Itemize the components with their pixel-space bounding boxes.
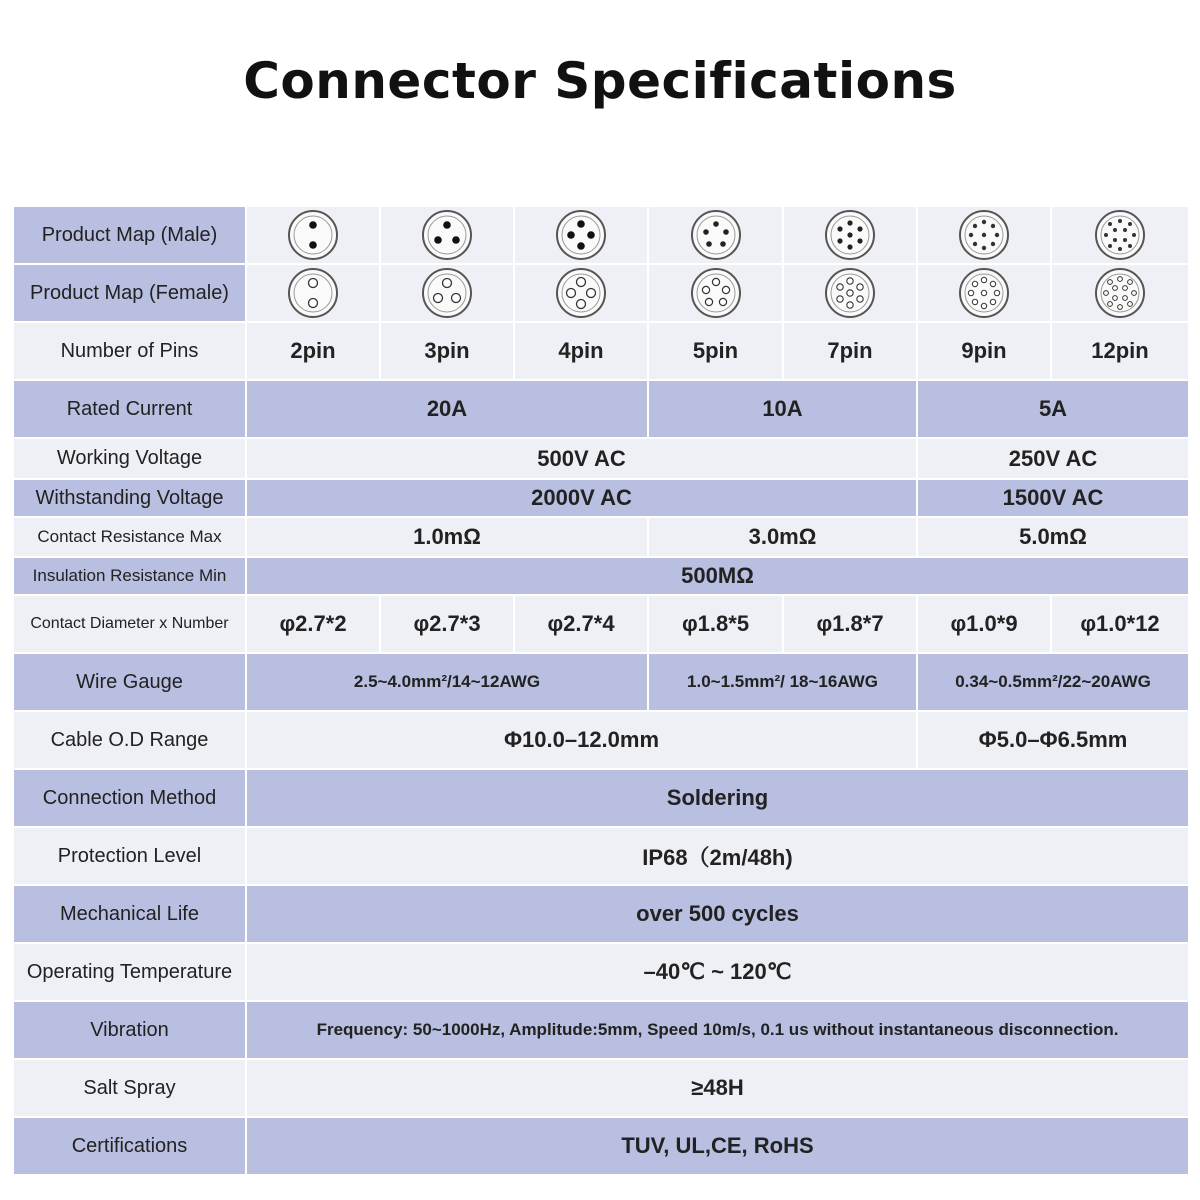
- working-voltage-value: 500V AC: [246, 438, 917, 479]
- pins-3pin: 3pin: [380, 322, 514, 380]
- spec-table: [12, 205, 1190, 1176]
- row-female-map: [13, 264, 1189, 322]
- withstanding-voltage-value: 1500V AC: [917, 479, 1189, 517]
- row-rated-current: [13, 380, 1189, 438]
- female-connector-icon: [286, 266, 340, 320]
- label-wire-gauge: Wire Gauge: [13, 653, 246, 711]
- male-connector-icon: [823, 208, 877, 262]
- connection-method-value: Soldering: [246, 769, 1189, 827]
- row-cable-od: [13, 711, 1189, 769]
- row-certifications: [13, 1117, 1189, 1175]
- female-connector-7pin: [783, 264, 917, 322]
- male-connector-2pin: [246, 206, 380, 264]
- label-working-voltage: Working Voltage: [13, 438, 246, 479]
- label-female-map: Product Map (Female): [13, 264, 246, 322]
- wire-gauge-value: 2.5~4.0mm²/14~12AWG: [246, 653, 648, 711]
- pins-2pin: 2pin: [246, 322, 380, 380]
- pins-4pin: 4pin: [514, 322, 648, 380]
- rated-current-value: 20A: [246, 380, 648, 438]
- male-connector-icon: [957, 208, 1011, 262]
- row-male-map: [13, 206, 1189, 264]
- female-connector-3pin: [380, 264, 514, 322]
- insulation-resistance-value: 500MΩ: [246, 557, 1189, 595]
- pins-5pin: 5pin: [648, 322, 783, 380]
- contact-diameter-value: φ2.7*2: [246, 595, 380, 653]
- label-operating-temperature: Operating Temperature: [13, 943, 246, 1001]
- contact-diameter-value: φ1.0*12: [1051, 595, 1189, 653]
- label-vibration: Vibration: [13, 1001, 246, 1059]
- salt-spray-value: ≥48H: [246, 1059, 1189, 1117]
- contact-diameter-value: φ2.7*4: [514, 595, 648, 653]
- vibration-value: Frequency: 50~1000Hz, Amplitude:5mm, Speed 10m/s, 0.1 us without instantaneous disconnection.: [246, 1001, 1189, 1059]
- contact-diameter-value: φ2.7*3: [380, 595, 514, 653]
- label-insulation-resistance: Insulation Resistance Min: [13, 557, 246, 595]
- row-working-voltage: [13, 438, 1189, 479]
- certifications-value: TUV, UL,CE, RoHS: [246, 1117, 1189, 1175]
- wire-gauge-value: 0.34~0.5mm²/22~20AWG: [917, 653, 1189, 711]
- contact-diameter-value: φ1.8*7: [783, 595, 917, 653]
- row-withstanding-voltage: [13, 479, 1189, 517]
- label-cable-od: Cable O.D Range: [13, 711, 246, 769]
- contact-resistance-value: 1.0mΩ: [246, 517, 648, 557]
- row-contact-diameter: [13, 595, 1189, 653]
- female-connector-12pin: [1051, 264, 1189, 322]
- male-connector-5pin: [648, 206, 783, 264]
- male-connector-icon: [420, 208, 474, 262]
- contact-diameter-value: φ1.0*9: [917, 595, 1051, 653]
- female-connector-5pin: [648, 264, 783, 322]
- female-connector-icon: [1093, 266, 1147, 320]
- wire-gauge-value: 1.0~1.5mm²/ 18~16AWG: [648, 653, 917, 711]
- female-connector-icon: [689, 266, 743, 320]
- label-withstanding-voltage: Withstanding Voltage: [13, 479, 246, 517]
- page-title: Connector Specifications: [243, 52, 957, 110]
- label-connection-method: Connection Method: [13, 769, 246, 827]
- male-connector-4pin: [514, 206, 648, 264]
- mechanical-life-value: over 500 cycles: [246, 885, 1189, 943]
- female-connector-9pin: [917, 264, 1051, 322]
- label-contact-resistance: Contact Resistance Max: [13, 517, 246, 557]
- row-operating-temperature: [13, 943, 1189, 1001]
- rated-current-value: 10A: [648, 380, 917, 438]
- label-rated-current: Rated Current: [13, 380, 246, 438]
- contact-resistance-value: 5.0mΩ: [917, 517, 1189, 557]
- male-connector-icon: [689, 208, 743, 262]
- label-mechanical-life: Mechanical Life: [13, 885, 246, 943]
- pins-9pin: 9pin: [917, 322, 1051, 380]
- male-connector-icon: [554, 208, 608, 262]
- protection-level-value: IP68（2m/48h): [246, 827, 1189, 885]
- row-salt-spray: [13, 1059, 1189, 1117]
- row-mechanical-life: [13, 885, 1189, 943]
- male-connector-9pin: [917, 206, 1051, 264]
- row-protection-level: [13, 827, 1189, 885]
- male-connector-icon: [1093, 208, 1147, 262]
- female-connector-icon: [554, 266, 608, 320]
- label-male-map: Product Map (Male): [13, 206, 246, 264]
- rated-current-value: 5A: [917, 380, 1189, 438]
- row-contact-resistance: [13, 517, 1189, 557]
- male-connector-7pin: [783, 206, 917, 264]
- operating-temperature-value: –40℃ ~ 120℃: [246, 943, 1189, 1001]
- male-connector-icon: [286, 208, 340, 262]
- pins-12pin: 12pin: [1051, 322, 1189, 380]
- label-number-of-pins: Number of Pins: [13, 322, 246, 380]
- cable-od-value: Φ5.0–Φ6.5mm: [917, 711, 1189, 769]
- row-connection-method: [13, 769, 1189, 827]
- male-connector-3pin: [380, 206, 514, 264]
- label-protection-level: Protection Level: [13, 827, 246, 885]
- male-connector-12pin: [1051, 206, 1189, 264]
- row-wire-gauge: [13, 653, 1189, 711]
- row-vibration: [13, 1001, 1189, 1059]
- withstanding-voltage-value: 2000V AC: [246, 479, 917, 517]
- row-insulation-resistance: [13, 557, 1189, 595]
- working-voltage-value: 250V AC: [917, 438, 1189, 479]
- cable-od-value: Φ10.0–12.0mm: [246, 711, 917, 769]
- row-number-of-pins: [13, 322, 1189, 380]
- contact-diameter-value: φ1.8*5: [648, 595, 783, 653]
- female-connector-icon: [823, 266, 877, 320]
- pins-7pin: 7pin: [783, 322, 917, 380]
- female-connector-icon: [420, 266, 474, 320]
- label-certifications: Certifications: [13, 1117, 246, 1175]
- female-connector-4pin: [514, 264, 648, 322]
- female-connector-2pin: [246, 264, 380, 322]
- contact-resistance-value: 3.0mΩ: [648, 517, 917, 557]
- female-connector-icon: [957, 266, 1011, 320]
- label-contact-diameter: Contact Diameter x Number: [13, 595, 246, 653]
- label-salt-spray: Salt Spray: [13, 1059, 246, 1117]
